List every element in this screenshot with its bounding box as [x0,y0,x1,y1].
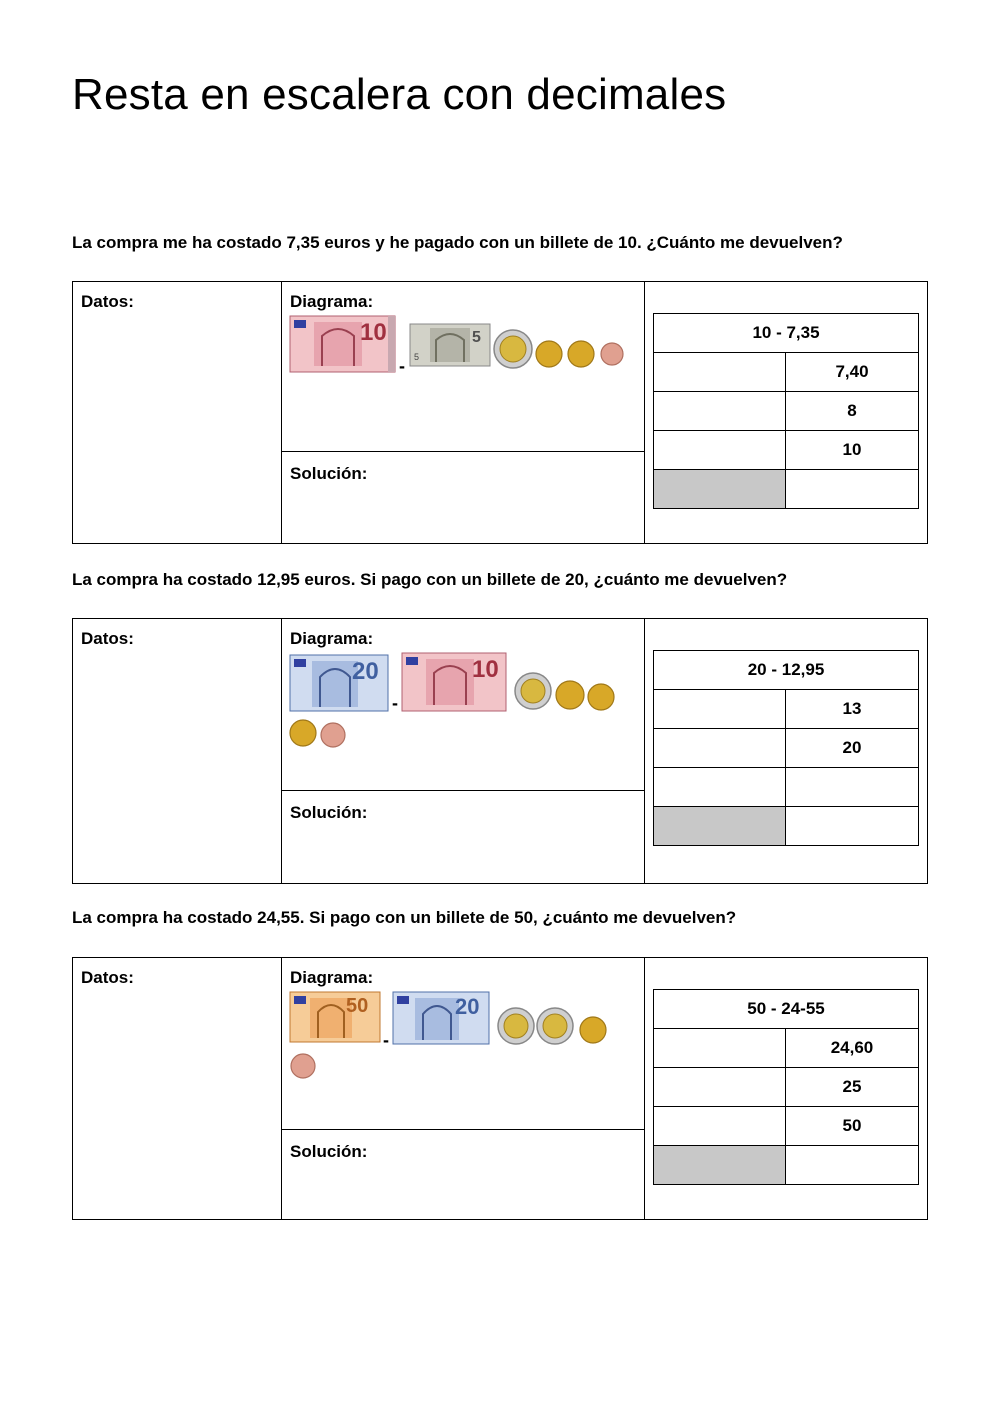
banknote-50-icon [290,992,380,1042]
ladder-table [653,989,919,1185]
ladder-total-cell[interactable] [654,807,786,846]
solution-label: Solución: [290,464,368,483]
ladder-value: 7,40 [786,353,919,392]
ladder-step-cell[interactable] [654,768,786,807]
datos-cell[interactable] [73,958,282,1219]
svg-text:10: 10 [360,319,387,346]
money-diagram [290,990,635,1095]
banknote-5-icon [410,324,490,366]
minus-sign: - [392,693,398,713]
svg-text:20: 20 [455,994,480,1019]
diagram-label: Diagrama: [290,629,374,648]
minus-sign: - [383,1030,389,1050]
ladder-operation: 10 - 7,35 [654,314,919,353]
ladder-value [786,470,919,509]
banknote-20-icon [393,992,489,1044]
problem-2-box [72,618,928,884]
money-diagram [290,314,635,389]
coin-20-cent-icon [536,341,562,367]
ladder-step-cell[interactable] [654,729,786,768]
ladder-step-cell[interactable] [654,392,786,431]
ladder-value: 20 [786,729,919,768]
ladder-value: 10 [786,431,919,470]
coin-50-cent-icon [588,684,614,710]
coin-5-cent-icon [321,723,345,747]
ladder-column [645,282,927,543]
ladder-value: 25 [786,1068,919,1107]
coin-50-cent-icon [580,1017,606,1043]
svg-text:50: 50 [346,995,369,1017]
diagram-cell[interactable] [282,958,644,1130]
diagram-label: Diagrama: [290,292,374,311]
ladder-value: 8 [786,392,919,431]
ladder-operation: 20 - 12,95 [654,651,919,690]
svg-text:5: 5 [414,352,420,362]
datos-label: Datos: [81,629,134,648]
ladder-total-cell[interactable] [654,1146,786,1185]
banknote-20-icon [290,655,388,711]
datos-cell[interactable] [73,282,282,543]
ladder-step-cell[interactable] [654,353,786,392]
ladder-total-cell[interactable] [654,470,786,509]
coin-5-cent-icon [291,1054,315,1078]
diagram-label: Diagrama: [290,968,374,987]
datos-cell[interactable] [73,619,282,883]
coin-50-cent-icon [290,720,316,746]
coin-5-cent-icon [601,343,623,365]
ladder-value: 24,60 [786,1029,919,1068]
coin-50-cent-icon [556,681,584,709]
banknote-10-icon [290,316,395,372]
ladder-step-cell[interactable] [654,1068,786,1107]
svg-text:5: 5 [472,329,481,346]
question-2: La compra ha costado 12,95 euros. Si pago con un billete de 20, ¿cuánto me devuelven? [72,570,788,589]
minus-sign: - [399,356,405,376]
money-diagram [290,651,635,756]
question-3: La compra ha costado 24,55. Si pago con un billete de 50, ¿cuánto me devuelven? [72,908,737,927]
ladder-step-cell[interactable] [654,690,786,729]
diagram-cell[interactable] [282,619,644,791]
ladder-value: 50 [786,1107,919,1146]
diagram-column [282,958,645,1219]
coin-2-euro-icon [498,1008,534,1044]
ladder-operation: 50 - 24-55 [654,990,919,1029]
diagram-column [282,282,645,543]
ladder-value: 13 [786,690,919,729]
coin-2-euro-icon [515,673,551,709]
solution-label: Solución: [290,803,368,822]
ladder-step-cell[interactable] [654,431,786,470]
ladder-column [645,958,927,1219]
question-1: La compra me ha costado 7,35 euros y he pagado con un billete de 10. ¿Cuánto me devuelven? [72,233,843,252]
datos-label: Datos: [81,292,134,311]
ladder-value [786,768,919,807]
coin-2-euro-icon [537,1008,573,1044]
ladder-table [653,313,919,509]
ladder-table [653,650,919,846]
banknote-10-icon [402,653,506,711]
problem-3-box [72,957,928,1220]
coin-20-cent-icon [568,341,594,367]
ladder-step-cell[interactable] [654,1029,786,1068]
coin-2-euro-icon [494,330,532,368]
ladder-value [786,807,919,846]
ladder-column [645,619,927,883]
problem-1-box [72,281,928,544]
ladder-value [786,1146,919,1185]
diagram-cell[interactable] [282,282,644,452]
svg-text:10: 10 [472,656,499,683]
solution-label: Solución: [290,1142,368,1161]
page-title: Resta en escalera con decimales [72,70,727,119]
datos-label: Datos: [81,968,134,987]
ladder-step-cell[interactable] [654,1107,786,1146]
diagram-column [282,619,645,883]
svg-text:20: 20 [352,658,379,685]
